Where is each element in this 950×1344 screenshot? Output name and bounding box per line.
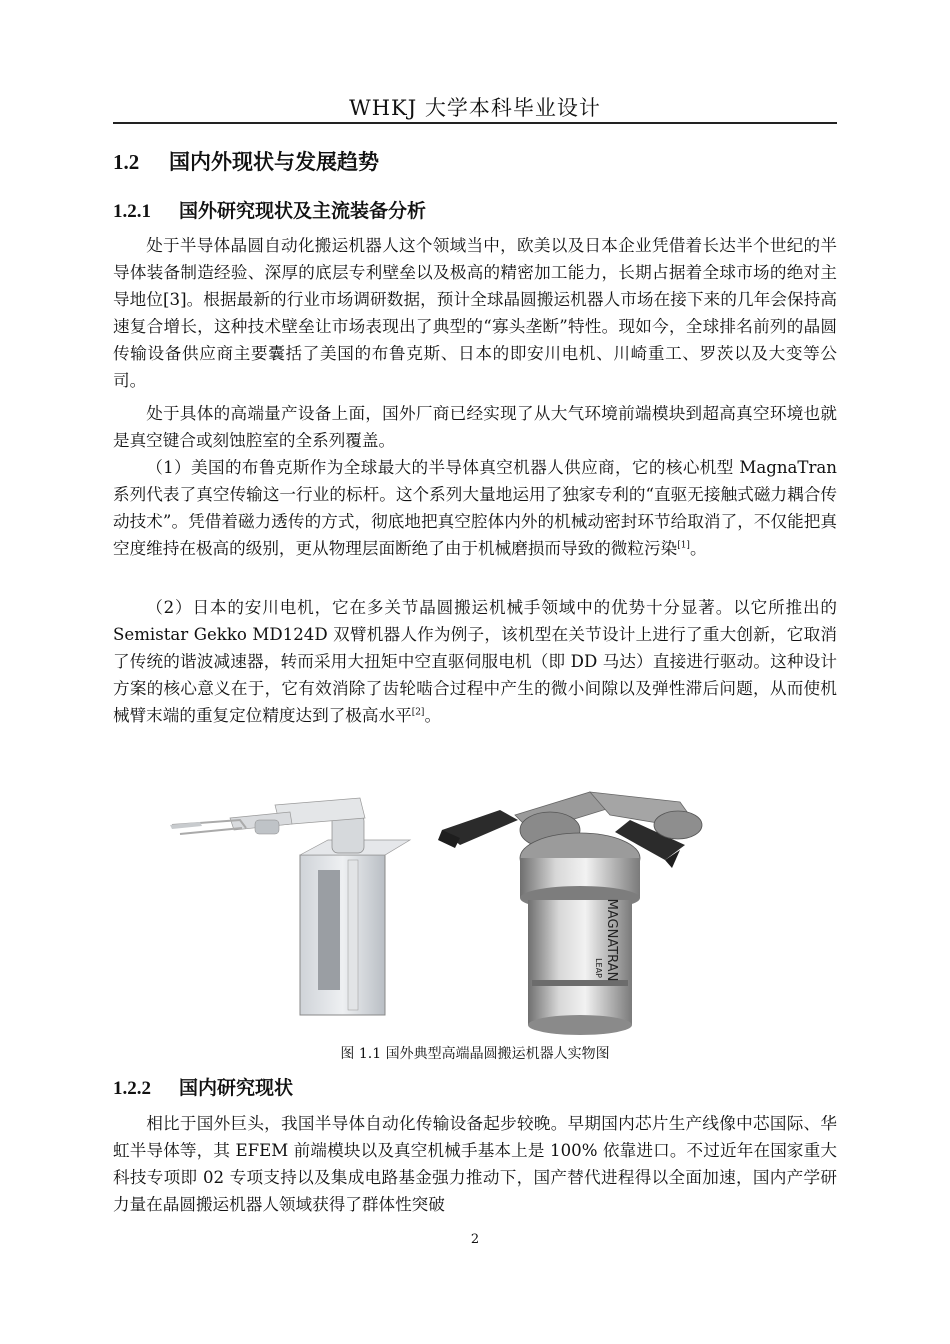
magnatran-robot (438, 792, 702, 1035)
yaskawa-text: （2）日本的安川电机，它在多关节晶圆搬运机械手领域中的优势十分显著。以它所推出的 Semistar Gekko MD124D 双臂机器人作为例子，该机型在关节设计上进行了重大创新，它取消了传统的谐波减速器，转而采用大扭矩中空直驱伺服电机（即 DD 马达）直接进行驱动。这种设计方案的核心意义在于，它有效消除了齿轮啮合过程中产生的微小间隙以及弹性滞后问题，从而使机械臂末端的重复定位精度达到了极高水平 (113, 598, 837, 725)
figure-caption: 图 1.1 国外典型高端晶圆搬运机器人实物图 (340, 1046, 610, 1062)
page-number: 2 (470, 1232, 480, 1247)
section-heading (113, 146, 379, 176)
subsection-heading-2 (113, 1073, 293, 1100)
paragraph-foreign-coverage: 处于具体的高端量产设备上面，国外厂商已经实现了从大气环境前端模块到超高真空环境也就是真空键合或刻蚀腔室的全系列覆盖。 (113, 404, 837, 450)
brooks-ref: [1] (677, 540, 690, 551)
subsection-title-2: 国内研究现状 (179, 1077, 294, 1099)
figure-robots (160, 790, 800, 1040)
robots-illustration (160, 790, 800, 1040)
paragraph-foreign-market: 处于半导体晶圆自动化搬运机器人这个领域当中，欧美以及日本企业凭借着长达半个世纪的半导体装备制造经验、深厚的底层专利壁垒以及极高的精密加工能力，长期占据着全球市场的绝对主导地位[3]。根据最新的行业市场调研数据，预计全球晶圆搬运机器人市场在接下来的几年会保持高速复合增长，这种技术壁垒让市场表现出了典型的“寡头垄断”特性。现如今，全球排名前列的晶圆传输设备供应商主要囊括了美国的布鲁克斯、日本的即安川电机、川崎重工、罗茨以及大变等公司。 (113, 236, 837, 390)
brooks-end: 。 (689, 539, 707, 558)
page-header (113, 92, 837, 124)
robot-label-magnatran: MAGNATRAN (604, 898, 619, 982)
section-number: 1.2 (113, 150, 140, 174)
robot-label-leap: LEAP (594, 958, 603, 978)
yaskawa-ref: [2] (411, 707, 425, 718)
paragraph-yaskawa (113, 594, 837, 729)
subsection-number-1: 1.2.1 (113, 201, 151, 222)
paragraph-brooks (113, 454, 837, 562)
brooks-text: （1）美国的布鲁克斯作为全球最大的半导体真空机器人供应商，它的核心机型 MagnaTran 系列代表了真空传输这一行业的标杆。这个系列大量地运用了独家专利的“直驱无接触式磁力耦合传动技术”。凭借着磁力透传的方式，彻底地把真空腔体内外的机械动密封环节给取消了，不仅能把真空度维持在极高的级别，更从物理层面断绝了由于机械磨损而导致的微粒污染 (113, 458, 837, 558)
subsection-number-2: 1.2.2 (113, 1078, 151, 1099)
header-title: WHKJ 大学本科毕业设计 (349, 96, 601, 120)
subsection-title-1: 国外研究现状及主流装备分析 (179, 200, 427, 222)
atmospheric-robot (170, 798, 410, 1015)
yaskawa-end: 。 (424, 706, 442, 725)
subsection-heading-1 (113, 196, 426, 223)
section-title: 国内外现状与发展趋势 (169, 150, 379, 174)
paragraph-domestic: 相比于国外巨头，我国半导体自动化传输设备起步较晚。早期国内芯片生产线像中芯国际、华虹半导体等，其 EFEM 前端模块以及真空机械手基本上是 100% 依靠进口。不过近年在国家重大科技专项即 02 专项支持以及集成电路基金强力推动下，国产替代进程得以全面加速，国内产学研力量在晶圆搬运机器人领域获得了群体性突破 (113, 1114, 837, 1214)
